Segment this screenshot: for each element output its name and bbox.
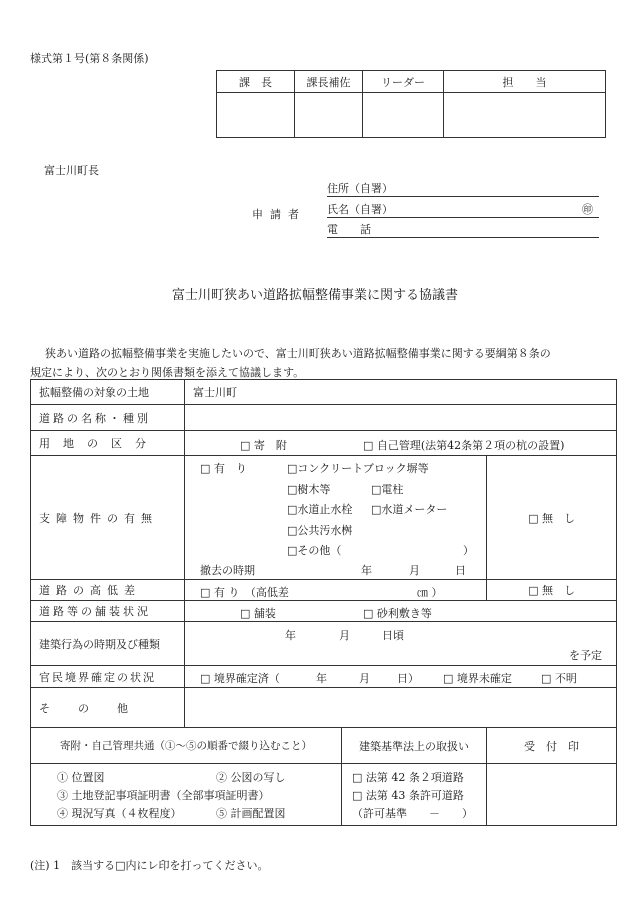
elevation-unit: ㎝ ） (417, 586, 443, 599)
obstacles-detail (185, 456, 487, 580)
row-bottom-body (31, 764, 617, 826)
doc-cadastral-copy: ② 公図の写し (216, 771, 286, 784)
pavement-label: 道路等の舗装状況 (31, 601, 185, 622)
gravel-checkbox[interactable]: □ 砂利敷き等 (363, 607, 432, 620)
approval-stamp-cell[interactable] (363, 93, 444, 138)
boundary-confirmed-checkbox[interactable]: □ 境界確定済（ (200, 672, 280, 685)
obstacle-other-close: ） (463, 544, 474, 557)
elevation-present-checkbox[interactable]: □ 有 り （高低差 (200, 586, 289, 599)
land-class-options (185, 431, 617, 456)
doc-layout-plan: ⑤ 計画配置図 (216, 807, 286, 820)
obstacle-none-checkbox[interactable]: □ 無 し (487, 456, 617, 580)
attachments-header: 寄附・自己管理共通（①～⑤の順番で綴り込むこと） (31, 728, 342, 764)
construction-detail[interactable] (185, 622, 617, 666)
self-management-checkbox[interactable]: □ 自己管理(法第42条第２項の杭の設置) (363, 439, 565, 452)
target-land-label: 拡幅整備の対象の土地 (31, 380, 185, 405)
road-43-checkbox[interactable]: □ 法第 43 条許可道路 (352, 789, 464, 802)
row-target-land (31, 380, 617, 405)
building-law-header: 建築基準法上の取扱い (342, 728, 487, 764)
obstacle-pole-checkbox[interactable]: □電柱 (371, 483, 404, 496)
row-elevation (31, 580, 617, 601)
row-bottom-header (31, 728, 617, 764)
target-land-value[interactable]: 富士川町 (185, 380, 617, 405)
construction-year: 年 (285, 629, 296, 642)
obstacle-other-checkbox[interactable]: □その他（ (287, 544, 342, 557)
boundary-label: 官民境界確定の状況 (31, 666, 185, 688)
row-pavement (31, 601, 617, 622)
elevation-none-checkbox[interactable]: □ 無 し (487, 580, 617, 601)
elevation-detail (185, 580, 487, 601)
boundary-unconfirmed-checkbox[interactable]: □ 境界未確定 (443, 672, 512, 685)
seal-mark: ㊞ (582, 203, 593, 216)
building-law-options (342, 764, 487, 826)
paved-checkbox[interactable]: □ 舗装 (240, 607, 276, 620)
road-42-2-checkbox[interactable]: □ 法第 42 条２項道路 (352, 771, 464, 784)
doc-land-registry: ③ 土地登記事項証明書（全部事項証明書） (57, 789, 270, 802)
row-obstacles (31, 456, 617, 580)
other-label: その他 (31, 688, 185, 728)
phone-field[interactable] (327, 221, 599, 238)
phone-label: 電 話 (327, 223, 371, 236)
form-number: 様式第１号(第８条関係) (30, 52, 149, 65)
attachments-list (31, 764, 342, 826)
obstacle-present-checkbox[interactable]: □ 有 り (200, 462, 247, 475)
approval-header-deputy-chief: 課長補佐 (295, 71, 363, 93)
addressee: 富士川町長 (44, 164, 99, 177)
removal-label: 撤去の時期 (200, 564, 255, 577)
removal-month: 月 (409, 564, 420, 577)
obstacle-water-meter-checkbox[interactable]: □水道メーター (371, 503, 448, 516)
obstacle-block-wall-checkbox[interactable]: □コンクリートブロック塀等 (287, 462, 429, 475)
approval-stamp-cell[interactable] (444, 93, 606, 138)
consultation-table (30, 379, 617, 826)
document-title: 富士川町狭あい道路拡幅整備事業に関する協議書 (171, 288, 458, 303)
construction-day: 日頃 (382, 629, 404, 642)
row-land-class (31, 431, 617, 456)
boundary-unknown-checkbox[interactable]: □ 不明 (541, 672, 577, 685)
elevation-label: 道路の高低差 (31, 580, 185, 601)
removal-day: 日 (455, 564, 466, 577)
boundary-year: 年 (316, 672, 327, 685)
address-label: 住所（自署） (327, 182, 393, 195)
approval-stamp-cell[interactable] (217, 93, 295, 138)
pavement-options (185, 601, 617, 622)
doc-site-photos: ④ 現況写真（４枚程度） (57, 807, 182, 820)
construction-plan: を予定 (569, 649, 602, 662)
obstacle-sewer-checkbox[interactable]: □公共汚水桝 (287, 524, 353, 537)
other-input[interactable] (185, 688, 617, 728)
intro-line-1: 狭あい道路の拡幅整備事業を実施したいので、富士川町狭あい道路拡幅整備事業に関する要綱第８条の (45, 347, 551, 360)
obstacle-tree-checkbox[interactable]: □樹木等 (287, 483, 331, 496)
road-name-input[interactable] (185, 405, 617, 431)
row-construction (31, 622, 617, 666)
footnote: (注) 1 該当する□内にレ印を打ってください。 (30, 859, 269, 872)
land-class-label: 用地の区分 (31, 431, 185, 456)
name-label: 氏名（自署） (327, 203, 393, 216)
donation-checkbox[interactable]: □ 寄 附 (240, 439, 287, 452)
intro-line-2: 規定により、次のとおり関係書類を添えて協議します。 (30, 366, 305, 379)
applicant-label: 申請者 (252, 208, 306, 221)
approval-header-section-chief: 課 長 (217, 71, 295, 93)
doc-location-map: ① 位置図 (57, 771, 105, 784)
boundary-day: 日） (397, 672, 419, 685)
row-road-name (31, 405, 617, 431)
boundary-month: 月 (359, 672, 370, 685)
approval-stamp-table (216, 70, 606, 138)
address-field[interactable] (327, 180, 599, 197)
receipt-stamp-header: 受 付 印 (487, 728, 617, 764)
name-field[interactable] (327, 201, 599, 218)
approval-header-leader: リーダー (363, 71, 444, 93)
approval-stamp-cell[interactable] (295, 93, 363, 138)
approval-header-staff: 担 当 (444, 71, 606, 93)
road-name-label: 道路の名称・種別 (31, 405, 185, 431)
boundary-options (185, 666, 617, 688)
construction-month: 月 (339, 629, 350, 642)
row-boundary (31, 666, 617, 688)
removal-year: 年 (361, 564, 372, 577)
receipt-stamp-cell[interactable] (487, 764, 617, 826)
row-other (31, 688, 617, 728)
construction-label: 建築行為の時期及び種類 (31, 622, 185, 666)
permit-criteria: （許可基準 － ） (352, 807, 473, 820)
obstacles-label: 支障物件の有無 (31, 456, 185, 580)
obstacle-stopcock-checkbox[interactable]: □水道止水栓 (287, 503, 353, 516)
